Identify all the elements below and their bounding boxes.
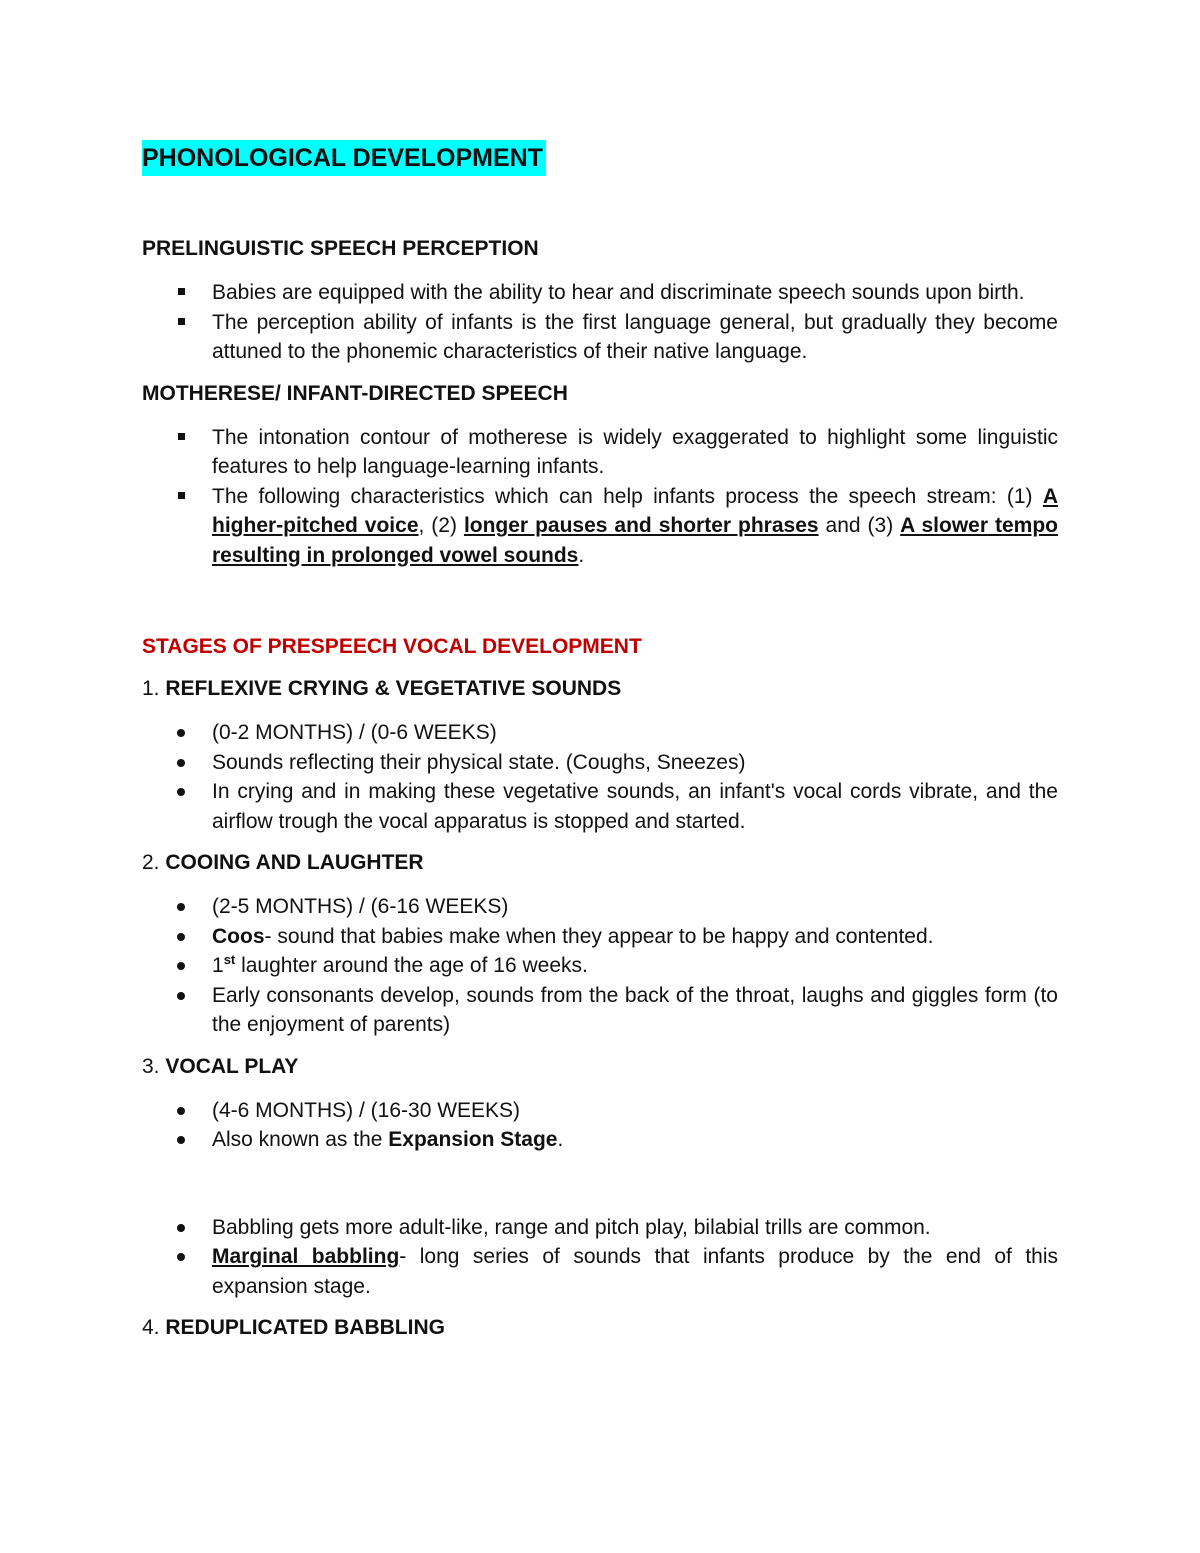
stage-3-list-a [142, 1096, 1058, 1155]
list-item: (0-2 MONTHS) / (0-6 WEEKS) [142, 718, 1058, 748]
list-item [142, 951, 1058, 981]
term-coos: Coos [212, 924, 265, 948]
term-expansion-stage: Expansion Stage [388, 1128, 558, 1151]
text-run: Also known as the [212, 1128, 389, 1151]
stage-3-list-b [142, 1213, 1058, 1302]
text-run: , (2) [418, 514, 464, 537]
list-item: Early consonants develop, sounds from the back of the throat, laughs and giggles form (to the enjoyment of parents) [142, 981, 1058, 1040]
list-item: The intonation contour of motherese is widely exaggerated to highlight some linguistic features to help language-learning infants. [142, 423, 1058, 482]
emphasis-higher-pitched: A higher-pitched voice [212, 484, 1058, 537]
text-run: laughter around the age of 16 weeks. [235, 954, 588, 977]
stage-title: REDUPLICATED BABBLING [165, 1316, 445, 1339]
list-item [142, 922, 1058, 952]
text-run: The following characteristics which can help infants process the speech stream: (1) [212, 484, 1043, 508]
list-item: In crying and in making these vegetative sounds, an infant's vocal cords vibrate, and the airflow trough the vocal apparatus is stopped and started. [142, 777, 1058, 836]
stage-number: 3. [142, 1054, 166, 1078]
emphasis-longer-pauses: longer pauses and shorter phrases [463, 514, 819, 537]
prelinguistic-list [142, 278, 1058, 367]
document-content [142, 140, 1058, 1343]
stage-heading-3 [142, 1052, 1058, 1082]
blank-gap [142, 1155, 1058, 1213]
list-item: Babbling gets more adult-like, range and pitch play, bilabial trills are common. [142, 1213, 1058, 1243]
list-item: Babies are equipped with the ability to hear and discriminate speech sounds upon birth. [142, 278, 1058, 308]
term-marginal-babbling: Marginal babbling [212, 1245, 400, 1268]
emphasis-slower-tempo: A slower tempo resulting in prolonged vowel sounds [212, 514, 1058, 567]
stage-heading-2 [142, 848, 1058, 878]
stage-title: COOING AND LAUGHTER [165, 851, 424, 874]
stage-number: 2. [142, 851, 166, 874]
document-title: PHONOLOGICAL DEVELOPMENT [142, 140, 546, 176]
text-run: - long series of sounds that infants produce by the end of this expansion stage. [212, 1245, 1059, 1298]
stage-2-list [142, 892, 1058, 1040]
list-item [142, 1125, 1058, 1155]
stage-number: 1. [142, 677, 166, 700]
list-item: Sounds reflecting their physical state. (Coughs, Sneezes) [142, 748, 1058, 778]
stage-1-list [142, 718, 1058, 836]
text-run: and (3) [818, 514, 901, 537]
list-item [142, 1242, 1058, 1301]
text-run: . [557, 1128, 564, 1151]
stage-number: 4. [142, 1316, 166, 1339]
heading-stages: STAGES OF PRESPEECH VOCAL DEVELOPMENT [142, 635, 642, 658]
list-item: The perception ability of infants is the first language general, but gradually they become attuned to the phonemic characteristics of their native language. [142, 308, 1058, 367]
motherese-list [142, 423, 1058, 571]
text-run: . [578, 543, 585, 567]
stage-heading-4 [142, 1313, 1058, 1343]
ordinal-superscript: st [223, 952, 236, 967]
text-run: 1 [212, 954, 224, 977]
heading-motherese: MOTHERESE/ INFANT-DIRECTED SPEECH [142, 381, 568, 405]
stage-title: REFLEXIVE CRYING & VEGETATIVE SOUNDS [165, 677, 622, 700]
list-item [142, 482, 1058, 571]
stage-title: VOCAL PLAY [165, 1054, 299, 1078]
text-run: - sound that babies make when they appear to be happy and contented. [264, 924, 934, 948]
list-item: (2-5 MONTHS) / (6-16 WEEKS) [142, 892, 1058, 922]
list-item: (4-6 MONTHS) / (16-30 WEEKS) [142, 1096, 1058, 1126]
stage-heading-1 [142, 674, 1058, 704]
heading-prelinguistic: PRELINGUISTIC SPEECH PERCEPTION [142, 237, 539, 260]
